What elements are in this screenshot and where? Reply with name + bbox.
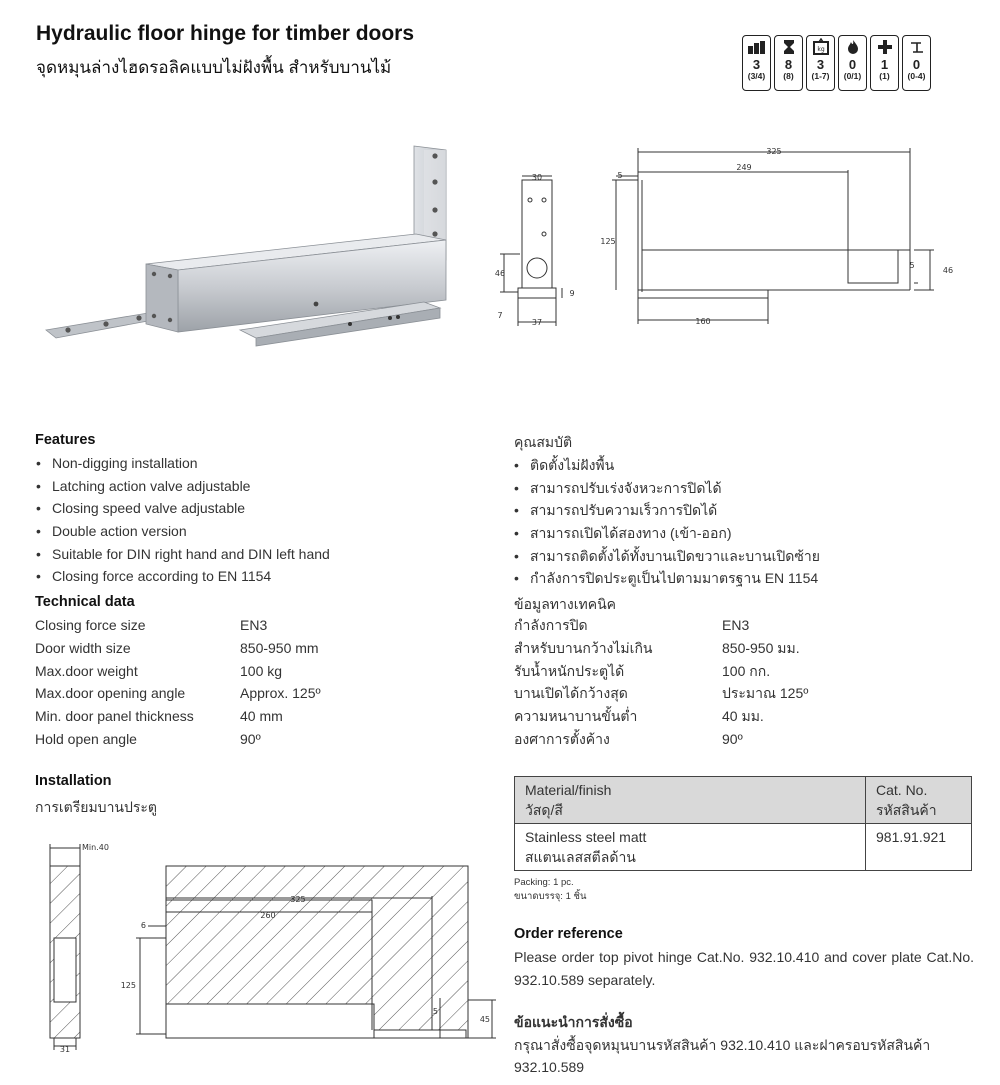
page-title: Hydraulic floor hinge for timber doors: [36, 22, 415, 45]
catalog-table: [514, 776, 972, 871]
order-heading-thai: ข้อแนะนำการสั่งซื้อ: [514, 1014, 633, 1030]
features-list: [36, 452, 476, 588]
technical-table-thai: [514, 614, 984, 751]
installation-drawing: [36, 838, 506, 1060]
dim-9: 9: [569, 289, 575, 298]
dim-325: 325: [290, 895, 306, 904]
material-value-thai: สแตนเลสสตีลด้าน: [525, 849, 636, 865]
side-view-drawing: [598, 140, 968, 335]
features-heading: Features: [35, 432, 96, 448]
durability-icon: [781, 38, 797, 56]
feature-item: • Latching action valve adjustable: [36, 475, 476, 498]
badge-value: 3: [816, 57, 825, 72]
badge-sub: (1-7): [811, 71, 830, 81]
dim-125: 125: [600, 237, 616, 246]
technical-value: EN3: [240, 617, 268, 633]
technical-table: [35, 614, 475, 751]
technical-value-thai: 90º: [722, 730, 743, 747]
technical-value: 40 mm: [240, 708, 283, 725]
svg-text:kg: kg: [816, 46, 825, 53]
front-view-drawing: [490, 170, 580, 330]
order-text-thai: กรุณาสั่งซื้อจุดหมุนบานรหัสสินค้า 932.10.410 และฝาครอบรหัสสินค้า 932.10.589: [514, 1037, 931, 1075]
dim-30: 30: [531, 173, 543, 182]
catno-label: Cat. No.: [876, 782, 928, 798]
badge-value: 3: [752, 57, 761, 72]
technical-row: [35, 637, 475, 660]
technical-key-thai: บานเปิดได้กว้างสุด: [514, 685, 628, 702]
installation-heading: Installation: [35, 773, 112, 789]
material-label-thai: วัสดุ/สี: [525, 802, 563, 818]
badge-value: 1: [880, 57, 889, 72]
corrosion-icon: [909, 38, 925, 56]
technical-row-thai: [514, 682, 984, 705]
technical-key: Min. door panel thickness: [35, 708, 194, 725]
badge-value: 8: [784, 57, 793, 72]
technical-key: Hold open angle: [35, 730, 137, 747]
catalog-header-material: [515, 777, 866, 824]
badge-sub: (8): [783, 71, 794, 81]
safety-icon: [877, 38, 893, 56]
usage-icon: [747, 38, 767, 56]
catalog-catno-cell: 981.91.921: [866, 824, 972, 871]
dim-160: 160: [695, 317, 711, 326]
material-value: Stainless steel matt: [525, 829, 647, 845]
technical-value-thai: ประมาณ 125º: [722, 685, 809, 702]
dim-125: 125: [120, 981, 136, 990]
technical-key-thai: สำหรับบานกว้างไม่เกิน: [514, 639, 653, 656]
door-weight-icon: [812, 38, 830, 56]
material-label: Material/finish: [525, 782, 612, 798]
badge-door-weight: [806, 35, 835, 91]
technical-value-thai: 850-950 มม.: [722, 639, 800, 656]
packing-info: Packing: 1 pc.: [514, 877, 574, 888]
dim-37: 37: [531, 318, 543, 327]
catno-label-thai: รหัสสินค้า: [876, 802, 937, 818]
badge-value: 0: [848, 57, 857, 72]
feature-item-thai: • สามารถปรับเร่งจังหวะการปิดได้: [514, 477, 984, 500]
catalog-header-row: [515, 777, 972, 824]
technical-row-thai: [514, 728, 984, 751]
technical-row-thai: [514, 637, 984, 660]
technical-row-thai: [514, 705, 984, 728]
feature-item-thai: • สามารถติดตั้งได้ทั้งบานเปิดขวาและบานเปิดซ้าย: [514, 545, 984, 568]
technical-key: Closing force size: [35, 617, 146, 633]
technical-key: Door width size: [35, 639, 131, 656]
feature-item-thai: • ติดตั้งไม่ฝังพื้น: [514, 454, 984, 477]
page-title-thai: จุดหมุนล่างไฮดรอลิคแบบไม่ฝังพื้น สำหรับบานไม้: [36, 58, 392, 77]
features-heading-thai: คุณสมบัติ: [514, 434, 573, 450]
feature-item-thai: • สามารถปรับความเร็วการปิดได้: [514, 499, 984, 522]
technical-row: [35, 660, 475, 683]
packing-info-thai: ขนาดบรรจุ: 1 ชิ้น: [514, 891, 587, 902]
badge-safety: [870, 35, 899, 91]
order-text: Please order top pivot hinge Cat.No. 932.10.410 and cover plate Cat.No. 932.10.589 separately.: [514, 949, 974, 988]
technical-value: 90º: [240, 730, 261, 747]
technical-heading: Technical data: [35, 594, 135, 610]
feature-item: • Non-digging installation: [36, 452, 476, 475]
badge-fire: [838, 35, 867, 91]
technical-row: [35, 705, 475, 728]
dim-325: 325: [766, 147, 782, 156]
badge-usage: [742, 35, 771, 91]
feature-item-thai: • สามารถเปิดได้สองทาง (เข้า-ออก): [514, 522, 984, 545]
feature-item-thai: • กำลังการปิดประตูเป็นไปตามมาตรฐาน EN 1154: [514, 567, 984, 590]
feature-item: • Closing speed valve adjustable: [36, 497, 476, 520]
technical-value-thai: 40 มม.: [722, 708, 764, 725]
badge-durability: [774, 35, 803, 91]
technical-row: [35, 728, 475, 751]
dim-46-right: 46: [942, 266, 954, 275]
technical-key-thai: ความหนาบานขั้นต่ำ: [514, 708, 638, 725]
catalog-row: [515, 824, 972, 871]
rating-badges: [742, 35, 931, 91]
fire-icon: [845, 38, 861, 56]
dim-45: 45: [479, 1015, 490, 1024]
order-heading: Order reference: [514, 926, 623, 942]
dim-6: 6: [140, 921, 146, 930]
dim-249: 249: [736, 163, 752, 172]
technical-value: 850-950 mm: [240, 639, 319, 656]
dim-5: 5: [432, 1007, 438, 1016]
technical-value-thai: EN3: [722, 617, 750, 633]
dim-31: 31: [59, 1045, 71, 1054]
feature-item: • Suitable for DIN right hand and DIN left hand: [36, 543, 476, 566]
dim-5-right: 5: [909, 261, 915, 270]
catalog-header-catno: [866, 777, 972, 824]
technical-row-thai: [514, 614, 984, 637]
installation-heading-thai: การเตรียมบานประตู: [35, 799, 158, 815]
dim-7: 7: [497, 311, 503, 320]
technical-value-thai: 100 กก.: [722, 662, 771, 679]
dim-min40: Min.40: [82, 843, 109, 852]
badge-value: 0: [912, 57, 921, 72]
badge-sub: (0-4): [907, 71, 926, 81]
badge-sub: (3/4): [747, 71, 766, 81]
badge-sub: (0/1): [843, 71, 862, 81]
dim-260: 260: [260, 911, 276, 920]
technical-heading-thai: ข้อมูลทางเทคนิค: [514, 596, 617, 612]
technical-key-thai: รับน้ำหนักประตูได้: [514, 662, 625, 679]
technical-row-thai: [514, 660, 984, 683]
technical-row: [35, 614, 475, 637]
badge-corrosion: [902, 35, 931, 91]
technical-key: Max.door weight: [35, 662, 138, 679]
technical-row: [35, 682, 475, 705]
badge-sub: (1): [879, 71, 890, 81]
catalog-material-cell: [515, 824, 866, 871]
feature-item: • Closing force according to EN 1154: [36, 565, 476, 588]
product-image: [44, 142, 454, 347]
dim-5-top: 5: [617, 171, 623, 180]
features-list-thai: [514, 454, 984, 590]
technical-key: Max.door opening angle: [35, 685, 186, 702]
technical-key-thai: กำลังการปิด: [514, 617, 588, 633]
feature-item: • Double action version: [36, 520, 476, 543]
dim-46: 46: [494, 269, 506, 278]
technical-key-thai: องศาการตั้งค้าง: [514, 730, 610, 747]
technical-value: Approx. 125º: [240, 685, 321, 702]
technical-value: 100 kg: [240, 662, 283, 679]
